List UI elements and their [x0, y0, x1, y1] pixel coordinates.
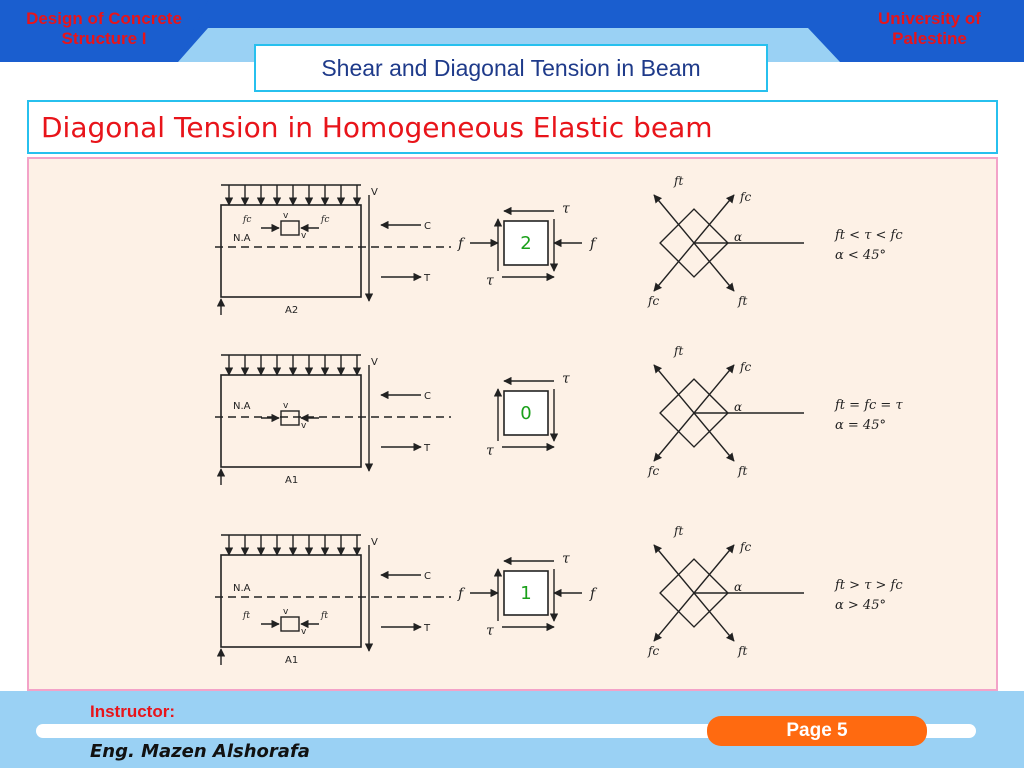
- course-title-line1: Design of Concrete: [26, 9, 182, 28]
- ft-label-bottom: ft: [738, 294, 748, 308]
- shear-label-bottom: v: [301, 421, 307, 431]
- slide-title: Shear and Diagonal Tension in Beam: [254, 44, 768, 92]
- diagram-row-2: [215, 344, 903, 486]
- ft-label-top: ft: [674, 174, 684, 188]
- instructor-label: Instructor:: [90, 702, 175, 721]
- ft-label-top: ft: [674, 344, 684, 358]
- tau-label-top: τ: [562, 551, 570, 567]
- beam-diagram-3: [215, 535, 451, 666]
- stress-element-2: [486, 371, 570, 459]
- relation-angle: α = 45°: [835, 418, 886, 433]
- element-label: 0: [520, 403, 532, 424]
- tau-label-top: τ: [562, 371, 570, 387]
- fc-label-bottom: fc: [648, 644, 660, 658]
- university-title-line2: Palestine: [892, 29, 967, 48]
- neutral-axis-label: N.A: [233, 401, 251, 412]
- area-label: A2: [285, 305, 299, 316]
- beam-element: [281, 221, 299, 235]
- alpha-label: α: [734, 230, 743, 244]
- ft-label-bottom: ft: [738, 644, 748, 658]
- alpha-label: α: [734, 400, 743, 414]
- beam-stress-right: ft: [321, 611, 328, 621]
- tau-label-bottom: τ: [486, 443, 494, 459]
- element-label: 1: [520, 583, 532, 604]
- compression-label: C: [424, 571, 431, 582]
- tau-label-bottom: τ: [486, 623, 494, 639]
- stress-element-1: [457, 201, 598, 289]
- shear-force-label: V: [371, 537, 378, 548]
- ft-label-bottom: ft: [738, 464, 748, 478]
- beam-diagram-1: [215, 185, 451, 316]
- tau-label-bottom: τ: [486, 273, 494, 289]
- fc-label-top: fc: [740, 190, 752, 204]
- diagram-row-3: [215, 524, 903, 666]
- shear-force-label: V: [371, 357, 378, 368]
- beam-outline: [221, 555, 361, 647]
- shear-label-bottom: v: [301, 627, 307, 637]
- university-title-line1: University of: [878, 9, 981, 28]
- section-subtitle: Diagonal Tension in Homogeneous Elastic beam: [27, 100, 998, 154]
- relation-stress: ft = fc = τ: [835, 398, 903, 413]
- shear-label-top: v: [283, 211, 289, 221]
- neutral-axis-label: N.A: [233, 233, 251, 244]
- fc-label-top: fc: [740, 540, 752, 554]
- tension-label: T: [424, 273, 431, 284]
- principal-diagram-2: [647, 344, 804, 478]
- diagram-panel: [27, 157, 998, 691]
- alpha-label: α: [734, 580, 743, 594]
- beam-element: [281, 411, 299, 425]
- beam-outline: [221, 375, 361, 467]
- university-title: [835, 9, 1024, 49]
- diagram-row-1: [215, 174, 903, 316]
- beam-diagram-2: [215, 355, 451, 486]
- normal-label-right: f: [590, 236, 596, 252]
- beam-stress-left: fc: [243, 215, 252, 225]
- fc-label-bottom: fc: [648, 464, 660, 478]
- fc-label-top: fc: [740, 360, 752, 374]
- course-title: [0, 9, 208, 49]
- shear-label-top: v: [283, 401, 289, 411]
- principal-diagram-1: [647, 174, 804, 308]
- shear-label-top: v: [283, 607, 289, 617]
- footer: [0, 691, 1024, 768]
- tension-label: T: [424, 623, 431, 634]
- beam-stress-left: ft: [243, 611, 250, 621]
- stress-element-3: [457, 551, 598, 639]
- compression-label: C: [424, 221, 431, 232]
- tau-label-top: τ: [562, 201, 570, 217]
- compression-label: C: [424, 391, 431, 402]
- area-label: A1: [285, 475, 299, 486]
- relation-angle: α < 45°: [835, 248, 886, 263]
- element-label: 2: [520, 233, 532, 254]
- course-title-line2: Structure I: [61, 29, 147, 48]
- relation-angle: α > 45°: [835, 598, 886, 613]
- neutral-axis-label: N.A: [233, 583, 251, 594]
- area-label: A1: [285, 655, 299, 666]
- relation-stress: ft < τ < fc: [835, 228, 903, 243]
- ft-label-top: ft: [674, 524, 684, 538]
- normal-label-right: f: [590, 586, 596, 602]
- relation-stress: ft > τ > fc: [835, 578, 903, 593]
- diagram-canvas: [29, 159, 996, 689]
- beam-outline: [221, 205, 361, 297]
- tension-label: T: [424, 443, 431, 454]
- principal-diagram-3: [647, 524, 804, 658]
- normal-label-left: f: [458, 236, 464, 252]
- fc-label-bottom: fc: [648, 294, 660, 308]
- shear-force-label: V: [371, 187, 378, 198]
- beam-element: [281, 617, 299, 631]
- beam-stress-right: fc: [321, 215, 330, 225]
- normal-label-left: f: [458, 586, 464, 602]
- page-number: Page 5: [707, 716, 927, 746]
- instructor-name: Eng. Mazen Alshorafa: [90, 741, 310, 762]
- shear-label-bottom: v: [301, 231, 307, 241]
